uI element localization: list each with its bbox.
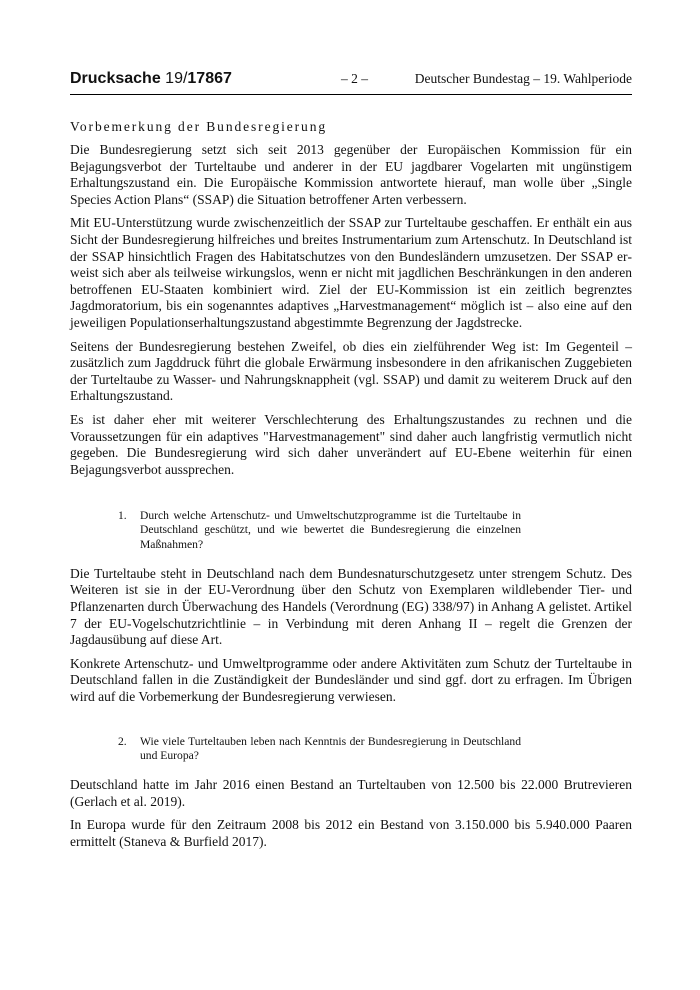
preface-paragraph: Mit EU-Unterstützung wurde zwischenzeitlich der SSAP zur Turteltaube geschaffen. Er enthält ein aus Sicht der Bundesregierung hilfreiches und breites Instrumentarium zum Artenschutz. In Deutschland ist der SSAP hinsichtlich Fragen des Habitatschutzes von den Bundesländern umzusetzen. Der SSAP erweist sich aber als teilweise wirkungslos, wenn er nicht mit jagdlichen Beschränkungen in den anderen betroffenen EU-Staaten kombiniert wird. Ziel der EU-Kommission ist ein zeitlich begrenztes Jagdmoratorium, bis ein sogenanntes adaptives „Harvestmanagement“ möglich ist – also eine auf den jeweiligen Populationserhaltungszustand abgestimmte Begrenzung der Jagdstrecke. xyxy=(70,215,632,330)
document-number xyxy=(70,70,232,88)
preface-paragraph: Die Bundesregierung setzt sich seit 2013 gegenüber der Europäischen Kommission für ein Bejagungsverbot der Turteltaube und anderer in der EU jagdbarer Vogelarten mit ungünstigem Erhaltungszustand ein. Die Europäische Kommission antwortete hierauf, man wolle über „Single Species Action Plans“ (SSAP) die Situation betroffener Arten verbessern. xyxy=(70,142,632,207)
page-header xyxy=(70,68,632,95)
question-text: Wie viele Turteltauben leben nach Kenntnis der Bundesregierung in Deutschland und Europa? xyxy=(140,734,521,762)
question-number: 2. xyxy=(118,734,127,748)
answer-paragraph: In Europa wurde für den Zeitraum 2008 bis 2012 ein Bestand von 3.150.000 bis 5.940.000 Paaren ermittelt (Staneva & Burfield 2017). xyxy=(70,817,632,849)
parliament-period: Deutscher Bundestag – 19. Wahlperiode xyxy=(414,71,632,86)
document-body xyxy=(70,118,632,857)
question-1 xyxy=(118,509,521,552)
preface-title: Vorbemerkung der Bundesregierung xyxy=(70,119,327,134)
question-number: 1. xyxy=(118,509,127,523)
answer-paragraph: Deutschland hatte im Jahr 2016 einen Bestand an Turteltauben von 12.500 bis 22.000 Brutrevieren (Gerlach et al. 2019). xyxy=(70,777,632,809)
answer-paragraph: Die Turteltaube steht in Deutschland nach dem Bundesnaturschutzgesetz unter strengem Schutz. Des Weiteren ist sie in der EU-Verordnung über den Schutz von Exemplaren wildlebender Tier- und Pflanzenarten durch Überwachung des Handels (Verordnung (EG) 338/97) in Anhang A gelistet. Artikel 7 der EU-Vogelschutzrichtlinie – in Verbindung mit deren Anhang II – regelt die Grenzen der Jagdausübung auf diese Art. xyxy=(70,565,632,648)
doc-label: Drucksache xyxy=(70,70,161,87)
question-2 xyxy=(118,735,521,763)
doc-number-bold: 17867 xyxy=(187,70,232,87)
doc-number-plain: 19/ xyxy=(160,70,188,87)
question-text: Durch welche Artenschutz- und Umweltschutzprogramme ist die Turteltaube in Deutschland geschützt, und wie bewertet die Bundesregierung die einzelnen Maßnahmen? xyxy=(140,509,521,551)
page-number: – 2 – xyxy=(341,71,368,86)
preface-paragraph: Es ist daher eher mit weiterer Verschlechterung des Erhaltungszustandes zu rechnen und die Voraussetzungen für ein adaptives "Harvestmanagement" sind daher auch langfristig vermutlich nicht gegeben. Die Bundesregierung wird sich daher unverändert auf EU-Ebene weiterhin für einen Bejagungsverbot aussprechen. xyxy=(70,411,632,477)
preface-paragraph: Seitens der Bundesregierung bestehen Zweifel, ob dies ein zielführender Weg ist: Im Gegenteil – zusätzlich zum Jagddruck führt die globale Erwärmung insbesondere in den afrikanischen Zuggebieten der Turteltaube zu Wasser- und Nahrungsknappheit (vgl. SSAP) und damit zu weiterem Druck auf den Erhaltungszustand. xyxy=(70,338,632,404)
answer-paragraph: Konkrete Artenschutz- und Umweltprogramme oder andere Aktivitäten zum Schutz der Turteltaube in Deutschland fallen in die Zuständigkeit der Bundesländer und sind ggf. dort zu erfragen. Im Übrigen wird auf die Vorbemerkung der Bundesregierung verwiesen. xyxy=(70,655,632,705)
